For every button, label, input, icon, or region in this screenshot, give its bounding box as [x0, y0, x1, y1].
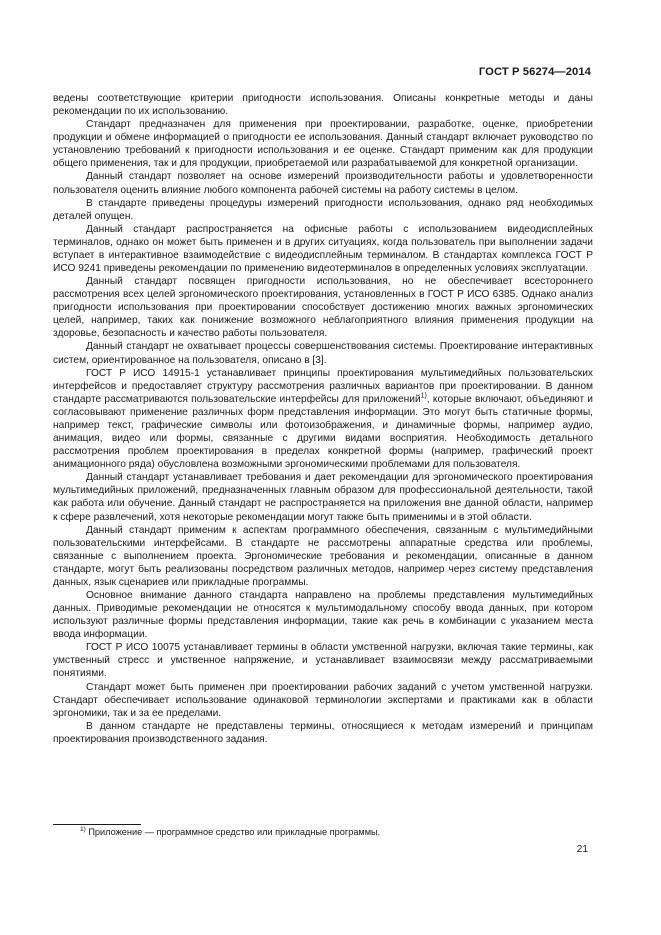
paragraph-8-text-after: , которые включают, объединяют и согласовывают применение различных форм представления информации. Это могут быть статичные формы, например текст, графические символы или фотоизображения, и динамичные формы, например аудио, анимация, видео или формы, связанные с другими видами восприятия. Необходимость детального рассмотрения проблем проектирования в пределах конкретной формы (например, графический проект анимационного ряда) обусловлена возможными эргономическими проблемами для пользователя.: [53, 393, 594, 471]
document-body: [53, 92, 593, 746]
paragraph-5: Данный стандарт распространяется на офисные работы с использованием видеодисплейных терминалов, однако он может быть применен и в других ситуациях, когда пользователь при выполнении задачи вступает в интерактивное взаимодействие с видеодисплейным терминалом. В стандартах комплекса ГОСТ Р ИСО 9241 приведены рекомендации по применению видеотерминалов в определенных условиях эксплуатации.: [53, 223, 593, 275]
paragraph-13: Стандарт может быть применен при проектировании рабочих заданий с учетом умственной нагрузки. Стандарт обеспечивает использование одинаковой терминологии экспертами и практиками как в области эргономики, так и за ее пределами.: [53, 681, 593, 719]
paragraph-14: В данном стандарте не представлены термины, относящиеся к методам измерений и принципам проектирования производственного задания.: [53, 720, 593, 745]
paragraph-7: Данный стандарт не охватывает процессы совершенствования системы. Проектирование интерактивных систем, ориентированное на пользователя, описано в [3].: [53, 341, 593, 366]
page-number: 21: [576, 844, 588, 855]
paragraph-2: Стандарт предназначен для применения при проектировании, разработке, оценке, приобретении продукции и обмене информацией о пригодности ее использования. Данный стандарт включает руководство по установлению требований к пригодности использования и ее оценке. Стандарт применим как для продукции общего применения, так и для продукции, приобретаемой или разрабатываемой для конкретной организации.: [53, 119, 593, 170]
footnote-reference-marker: 1): [420, 392, 427, 400]
paragraph-1: ведены соответствующие критерии пригодности использования. Описаны конкретные методы и даны рекомендации по их использованию.: [53, 93, 593, 118]
footnote: [80, 826, 380, 838]
paragraph-8-text-before: ГОСТ Р ИСО 14915-1 устанавливает принципы проектирования мультимедийных пользовательских интерфейсов и предоставляет структуру рассмотрения различных вариантов при проектировании. В данном стандарте рассматриваются пользовательские интерфейсы для приложений: [53, 367, 593, 405]
paragraph-11: Основное внимание данного стандарта направлено на проблемы представления мультимедийных данных. Приводимые рекомендации не относятся к мультимодальному способу ввода данных, при котором используют различные формы представления информации, такие как речь в комбинации с указанием места ввода информации.: [53, 589, 593, 641]
footnote-text: Приложение — программное средство или прикладные программы.: [85, 827, 381, 837]
paragraph-9: Данный стандарт устанавливает требования и дает рекомендации для эргономического проектирования мультимедийных приложений, предназначенных главным образом для профессиональной деятельности, такой как работа или обучение. Данный стандарт не распространяется на приложения вне данной области, например к сфере развлечений, хотя некоторые рекомендации могут также быть применимы и в этой области.: [53, 472, 593, 523]
paragraph-12: ГОСТ Р ИСО 10075 устанавливает термины в области умственной нагрузки, включая такие термины, как умственный стресс и умственное напряжение, и устанавливает взаимосвязи между рассматриваемыми понятиями.: [53, 642, 593, 680]
document-header-id: ГОСТ Р 56274—2014: [478, 66, 591, 78]
paragraph-4: В стандарте приведены процедуры измерений пригодности использования, однако ряд необходимых деталей опущен.: [53, 197, 593, 222]
paragraph-6: Данный стандарт посвящен пригодности использования, но не обеспечивает всестороннего рассмотрения всех целей эргономического проектирования, установленных в ГОСТ Р ИСО 6385. Однако анализ пригодности использования при проектировании способствует достижению многих важных эргономических целей, например, таких как понижение возможного неблагоприятного влияния применения продукции на здоровье, безопасность и качество работы пользователя.: [53, 276, 593, 340]
footnote-marker: 1): [80, 825, 86, 833]
paragraph-3: Данный стандарт позволяет на основе измерений производительности работы и удовлетворенности пользователя оценить влияние любого компонента рабочей системы на работу системы в целом.: [53, 171, 593, 196]
paragraph-8: [53, 367, 593, 472]
footnote-divider: [53, 824, 141, 825]
paragraph-10: Данный стандарт применим к аспектам программного обеспечения, связанным с мультимедийными пользовательскими интерфейсами. В стандарте не рассмотрены аппаратные средства или проблемы, связанные с выполнением проекта. Эргономические требования и рекомендации, описанные в данном стандарте, могут быть реализованы посредством различных методов, например через систему представления данных, язык сценариев или прикладные программы.: [53, 524, 593, 588]
